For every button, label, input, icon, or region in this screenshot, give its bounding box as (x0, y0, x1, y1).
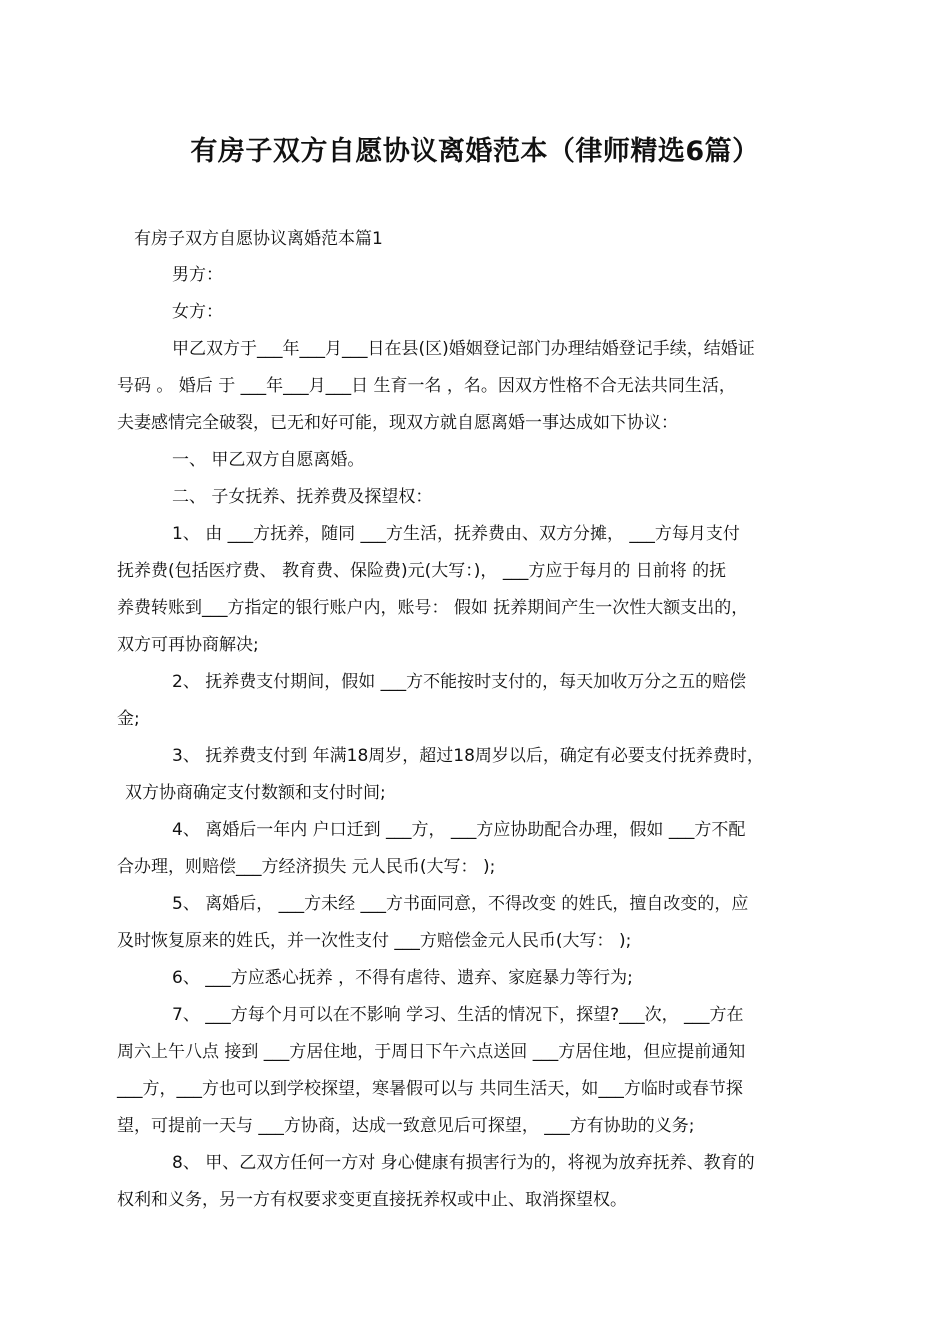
section-heading: 有房子双方自愿协议离婚范本篇1 (134, 229, 383, 249)
text-line: 1、 由 ___方抚养，随同 ___方生活，抚养费由、双方分摊， ___方每月支付 (172, 524, 740, 544)
text-line: 双方协商确定支付数额和支付时间; (125, 783, 386, 803)
text-line: 7、 ___方每个月可以在不影响 学习、生活的情况下，探望?___次， ___方在 (172, 1005, 744, 1025)
text-line: 权利和义务，另一方有权要求变更直接抚养权或中止、取消探望权。 (117, 1190, 627, 1210)
text-line: 养费转账到___方指定的银行账户内，账号： 假如 抚养期间产生一次性大额支出的， (117, 598, 749, 618)
text-line: 2、 抚养费支付期间，假如 ___方不能按时支付的，每天加收万分之五的赔偿 (172, 672, 747, 692)
text-line: 及时恢复原来的姓氏，并一次性支付 ___方赔偿金元人民币(大写： ); (117, 931, 632, 951)
document-title: 有房子双方自愿协议离婚范本（律师精选6篇） (190, 136, 760, 167)
text-line: 6、 ___方应悉心抚养 ，不得有虐待、遗弃、家庭暴力等行为; (172, 968, 633, 988)
text-line: 合办理，则赔偿___方经济损失 元人民币(大写： ); (117, 857, 496, 877)
text-line: 周六上午八点 接到 ___方居住地，于周日下午六点送回 ___方居住地，但应提前通知 (117, 1042, 746, 1062)
text-line: 甲乙双方于___年___月___日在县(区)婚姻登记部门办理结婚登记手续，结婚证 (172, 339, 755, 359)
text-line: 5、 离婚后， ___方未经 ___方书面同意，不得改变 的姓氏，擅自改变的，应 (172, 894, 749, 914)
text-line: 夫妻感情完全破裂，已无和好可能，现双方就自愿离婚一事达成如下协议： (117, 413, 678, 433)
text-line: 3、 抚养费支付到 年满18周岁，超过18周岁以后，确定有必要支付抚养费时， (172, 746, 764, 766)
text-line: 望，可提前一天与 ___方协商，达成一致意见后可探望， ___方有协助的义务; (117, 1116, 695, 1136)
text-line: 女方： (172, 302, 223, 322)
text-line: 男方： (172, 265, 223, 285)
text-line: ___方，___方也可以到学校探望，寒暑假可以与 共同生活天，如___方临时或春节探 (117, 1079, 743, 1099)
text-line: 8、 甲、乙双方任何一方对 身心健康有损害行为的，将视为放弃抚养、教育的 (172, 1153, 755, 1173)
text-line: 二、 子女抚养、抚养费及探望权： (172, 487, 433, 507)
text-line: 号码 。 婚后 于 ___年___月___日 生育一名 ，名。因双方性格不合无法共同生活， (117, 376, 736, 396)
text-line: 双方可再协商解决; (117, 635, 259, 655)
text-line: 抚养费(包括医疗费、 教育费、保险费)元(大写：)， ___方应于每月的 日前将 的抚 (117, 561, 727, 581)
text-line: 金; (117, 709, 140, 729)
text-line: 4、 离婚后一年内 户口迁到 ___方， ___方应协助配合办理，假如 ___方不配 (172, 820, 746, 840)
document-body (117, 262, 837, 1224)
text-line: 一、 甲乙双方自愿离婚。 (172, 450, 365, 470)
